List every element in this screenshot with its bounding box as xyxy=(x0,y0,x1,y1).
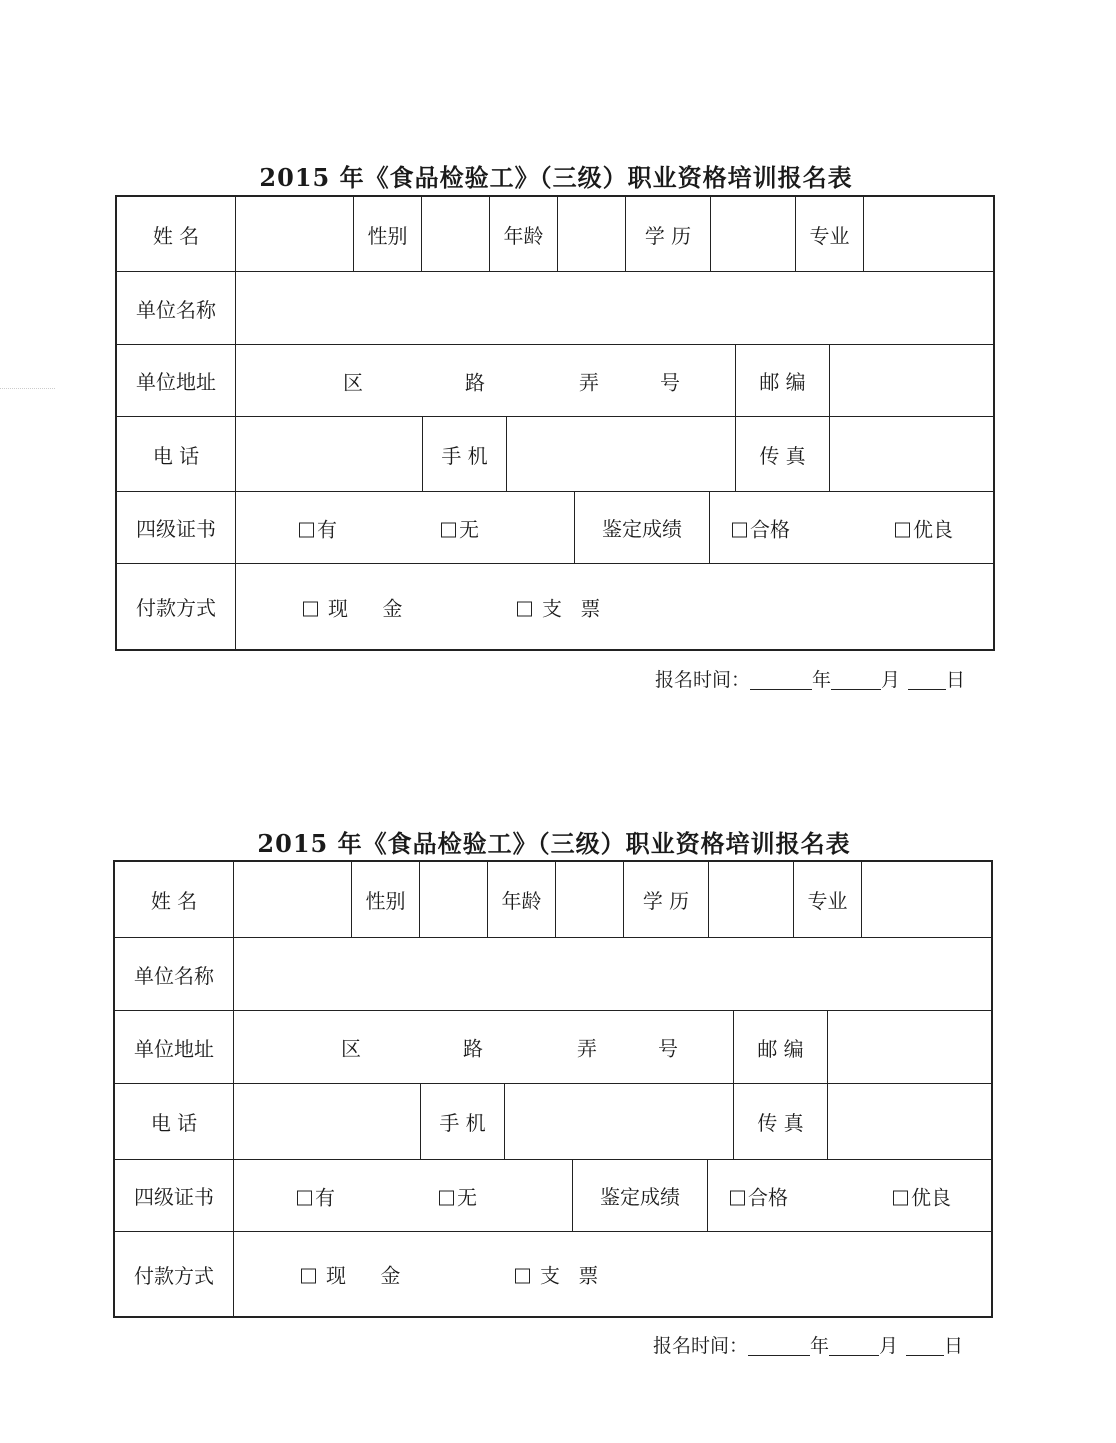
pass-option[interactable] xyxy=(730,1181,788,1210)
month-label: 月 xyxy=(879,1335,899,1357)
pass-label: 合格 xyxy=(748,1185,788,1209)
fax-field[interactable] xyxy=(828,1084,991,1159)
cert-yes-option[interactable] xyxy=(299,513,337,542)
phone-label: 电 话 xyxy=(115,1084,234,1159)
day-label: 日 xyxy=(944,1335,964,1357)
row-personal xyxy=(117,197,993,272)
excellent-option[interactable] xyxy=(893,1181,951,1210)
org-name-label: 单位名称 xyxy=(117,272,236,344)
checkbox-icon[interactable] xyxy=(732,522,747,537)
name-label: 姓 名 xyxy=(117,197,236,271)
phone-field[interactable] xyxy=(236,417,423,491)
form-table xyxy=(113,860,993,1318)
lane-label: 弄 xyxy=(577,1036,597,1061)
row-org-address xyxy=(117,345,993,417)
cert4-options xyxy=(236,492,575,563)
registration-date xyxy=(653,1331,963,1358)
pass-label: 合格 xyxy=(750,517,790,541)
cert-yes-label: 有 xyxy=(317,517,337,541)
gender-field[interactable] xyxy=(422,197,490,271)
postcode-label: 邮 编 xyxy=(736,345,830,416)
cert-no-option[interactable] xyxy=(441,513,479,542)
checkbox-icon[interactable] xyxy=(515,1269,530,1284)
checkbox-icon[interactable] xyxy=(301,1269,316,1284)
cheque-label: 支 票 xyxy=(540,1263,605,1288)
checkbox-icon[interactable] xyxy=(439,1190,454,1205)
cert-no-option[interactable] xyxy=(439,1181,477,1210)
cert-no-label: 无 xyxy=(457,1185,477,1209)
address-field[interactable] xyxy=(234,1011,734,1083)
address-field[interactable] xyxy=(236,345,736,416)
major-label: 专业 xyxy=(794,862,862,937)
row-payment xyxy=(117,564,993,649)
gender-label: 性别 xyxy=(354,197,422,271)
payment-label: 付款方式 xyxy=(115,1232,234,1316)
excellent-label: 优良 xyxy=(913,517,953,541)
education-label: 学 历 xyxy=(624,862,709,937)
row-personal xyxy=(115,862,991,938)
day-blank[interactable] xyxy=(906,1337,944,1356)
cert-yes-option[interactable] xyxy=(297,1181,335,1210)
name-field[interactable] xyxy=(234,862,352,937)
payment-options xyxy=(236,564,993,649)
payment-options xyxy=(234,1232,991,1316)
cert4-label: 四级证书 xyxy=(117,492,236,563)
form-title: 2015 年《食品检验工》（三级）职业资格培训报名表 xyxy=(259,163,853,192)
year-blank[interactable] xyxy=(750,671,812,690)
row-payment xyxy=(115,1232,991,1316)
year-label: 年 xyxy=(810,1335,830,1357)
form-table xyxy=(115,195,995,651)
cash-option[interactable] xyxy=(301,1260,414,1289)
cert4-options xyxy=(234,1160,573,1231)
fax-label: 传 真 xyxy=(736,417,830,491)
checkbox-icon[interactable] xyxy=(895,522,910,537)
appraisal-label: 鉴定成绩 xyxy=(573,1160,708,1231)
registration-date-label: 报名时间： xyxy=(655,669,751,691)
checkbox-icon[interactable] xyxy=(299,522,314,537)
education-field[interactable] xyxy=(711,197,796,271)
org-name-field[interactable] xyxy=(236,272,993,344)
row-certificate xyxy=(117,492,993,564)
checkbox-icon[interactable] xyxy=(730,1190,745,1205)
row-phone xyxy=(115,1084,991,1160)
age-label: 年龄 xyxy=(490,197,558,271)
road-label: 路 xyxy=(465,370,485,394)
pass-option[interactable] xyxy=(732,513,790,542)
cheque-label: 支 票 xyxy=(542,596,607,620)
gender-field[interactable] xyxy=(420,862,488,937)
checkbox-icon[interactable] xyxy=(517,601,532,616)
checkbox-icon[interactable] xyxy=(303,601,318,616)
number-label: 号 xyxy=(658,1036,678,1061)
org-address-label: 单位地址 xyxy=(115,1011,234,1083)
appraisal-options xyxy=(708,1160,991,1231)
row-org-address xyxy=(115,1011,991,1084)
education-label: 学 历 xyxy=(626,197,711,271)
district-label: 区 xyxy=(343,370,363,394)
appraisal-label: 鉴定成绩 xyxy=(575,492,710,563)
age-field[interactable] xyxy=(558,197,626,271)
road-label: 路 xyxy=(463,1036,483,1061)
fax-field[interactable] xyxy=(830,417,993,491)
phone-label: 电 话 xyxy=(117,417,236,491)
registration-date-label: 报名时间： xyxy=(653,1335,749,1357)
gender-label: 性别 xyxy=(352,862,420,937)
fax-label: 传 真 xyxy=(734,1084,828,1159)
education-field[interactable] xyxy=(709,862,794,937)
checkbox-icon[interactable] xyxy=(893,1190,908,1205)
mobile-field[interactable] xyxy=(507,417,736,491)
mobile-label: 手 机 xyxy=(421,1084,505,1159)
cash-option[interactable] xyxy=(303,592,416,621)
name-label: 姓 名 xyxy=(115,862,234,937)
org-address-label: 单位地址 xyxy=(117,345,236,416)
form-title: 2015 年《食品检验工》（三级）职业资格培训报名表 xyxy=(257,829,851,858)
number-label: 号 xyxy=(660,370,680,394)
day-label: 日 xyxy=(946,669,966,691)
registration-date xyxy=(655,665,965,692)
name-field[interactable] xyxy=(236,197,354,271)
row-org-name xyxy=(117,272,993,345)
age-field[interactable] xyxy=(556,862,624,937)
year-label: 年 xyxy=(812,669,832,691)
cert-yes-label: 有 xyxy=(315,1185,335,1209)
district-label: 区 xyxy=(341,1036,361,1061)
postcode-label: 邮 编 xyxy=(734,1011,828,1083)
scan-mark xyxy=(0,388,55,389)
row-phone xyxy=(117,417,993,492)
mobile-field[interactable] xyxy=(505,1084,734,1159)
checkbox-icon[interactable] xyxy=(297,1190,312,1205)
month-blank[interactable] xyxy=(831,671,881,690)
cert4-label: 四级证书 xyxy=(115,1160,234,1231)
lane-label: 弄 xyxy=(579,370,599,394)
month-label: 月 xyxy=(881,669,901,691)
row-certificate xyxy=(115,1160,991,1232)
postcode-field[interactable] xyxy=(828,1011,991,1083)
excellent-option[interactable] xyxy=(895,513,953,542)
postcode-field[interactable] xyxy=(830,345,993,416)
year-blank[interactable] xyxy=(748,1337,810,1356)
day-blank[interactable] xyxy=(908,671,946,690)
excellent-label: 优良 xyxy=(911,1185,951,1209)
major-field[interactable] xyxy=(864,197,993,271)
mobile-label: 手 机 xyxy=(423,417,507,491)
checkbox-icon[interactable] xyxy=(441,522,456,537)
payment-label: 付款方式 xyxy=(117,564,236,649)
phone-field[interactable] xyxy=(234,1084,421,1159)
org-name-field[interactable] xyxy=(234,938,991,1010)
cheque-option[interactable] xyxy=(517,592,606,621)
row-org-name xyxy=(115,938,991,1011)
major-field[interactable] xyxy=(862,862,991,937)
cash-label: 现 金 xyxy=(328,596,417,620)
cheque-option[interactable] xyxy=(515,1260,604,1289)
major-label: 专业 xyxy=(796,197,864,271)
month-blank[interactable] xyxy=(829,1337,879,1356)
cash-label: 现 金 xyxy=(326,1263,415,1288)
age-label: 年龄 xyxy=(488,862,556,937)
org-name-label: 单位名称 xyxy=(115,938,234,1010)
cert-no-label: 无 xyxy=(459,517,479,541)
appraisal-options xyxy=(710,492,993,563)
